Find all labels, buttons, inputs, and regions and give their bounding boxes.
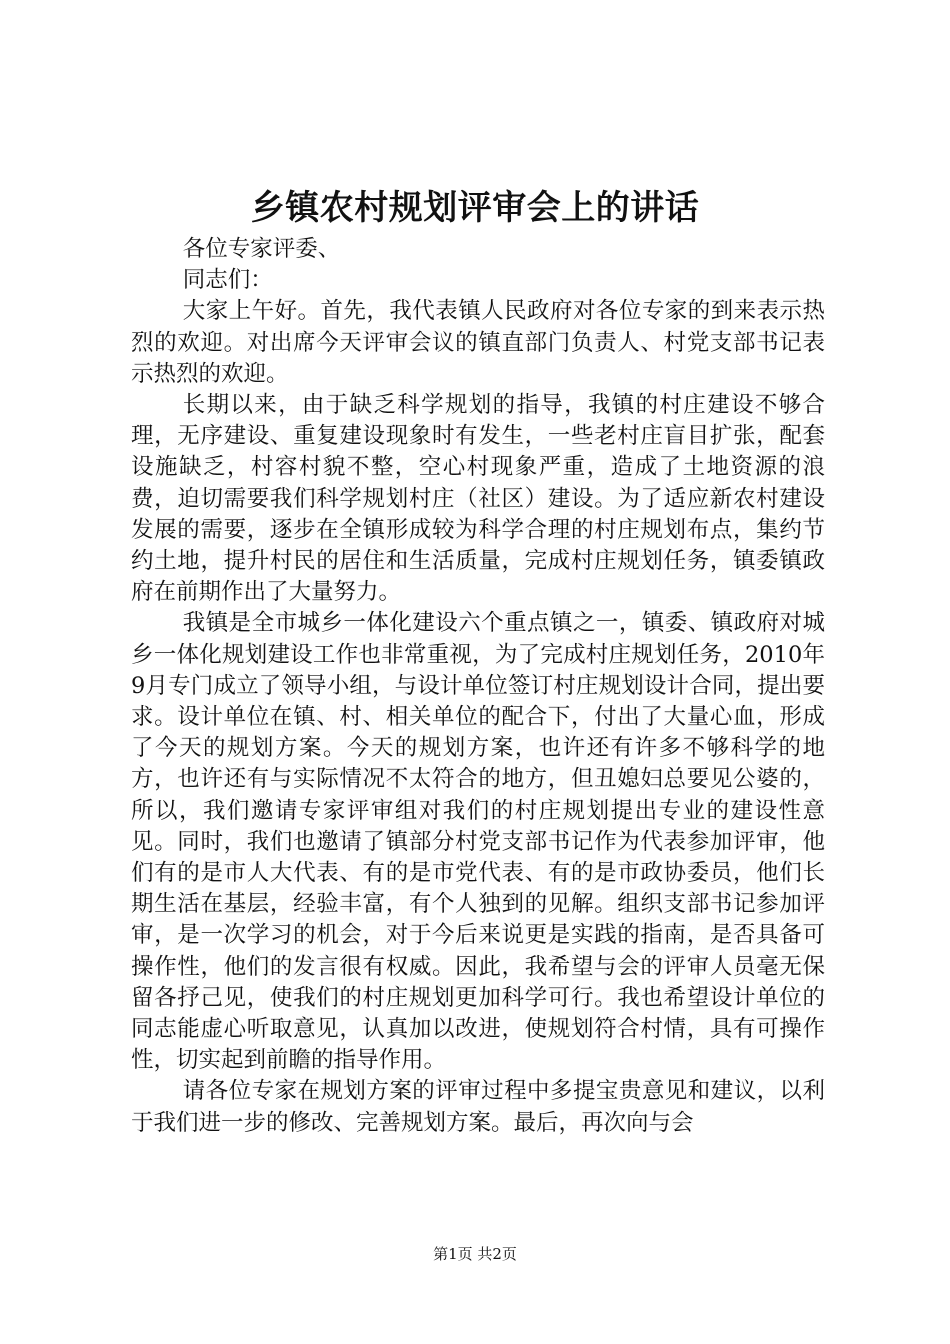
salutation-line-2: 同志们： [182,267,273,294]
body-paragraph: 我镇是全市城乡一体化建设六个重点镇之一，镇委、镇政府对城乡一体化规划建设工作也非常重视，为了完成村庄规划任务，2010年9月专门成立了领导小组，与设计单位签订村庄规划设计合同，提出要求。设计单位在镇、村、相关单位的配合下，付出了大量心血，形成了今天的规划方案。今天的规划方案，也许还有许多不够科学的地方，也许还有与实际情况不太符合的地方，但丑媳妇总要见公婆的，所以，我们邀请专家评审组对我们的村庄规划提出专业的建设性意见。同时，我们也邀请了镇部分村党支部书记作为代表参加评审，他们有的是市人大代表、有的是市党代表、有的是市政协委员，他们长期生活在基层，经验丰富，有个人独到的见解。组织支部书记参加评审，是一次学习的机会，对于今后来说更是实践的指南，是否具备可操作性，他们的发言很有权威。因此，我希望与会的评审人员毫无保留各抒己见，使我们的村庄规划更加科学可行。我也希望设计单位的同志能虚心听取意见，认真加以改进，使规划符合村情，具有可操作性，切实起到前瞻的指导作用。 [131,610,825,1074]
salutation-line-1: 各位专家评委、 [182,236,341,262]
page-number-footer: 第1页 共2页 [433,1245,517,1263]
document-title: 乡镇农村规划评审会上的讲话 [250,188,700,228]
body-paragraph: 大家上午好。首先，我代表镇人民政府对各位专家的到来表示热烈的欢迎。对出席今天评审会议的镇直部门负责人、村党支部书记表示热烈的欢迎。 [131,298,825,387]
body-paragraph: 请各位专家在规划方案的评审过程中多提宝贵意见和建议，以利于我们进一步的修改、完善规划方案。最后，再次向与会 [131,1078,825,1136]
body-paragraph: 长期以来，由于缺乏科学规划的指导，我镇的村庄建设不够合理，无序建设、重复建设现象时有发生，一些老村庄盲目扩张，配套设施缺乏，村容村貌不整，空心村现象严重，造成了土地资源的浪费，迫切需要我们科学规划村庄（社区）建设。为了适应新农村建设发展的需要，逐步在全镇形成较为科学合理的村庄规划布点，集约节约土地，提升村民的居住和生活质量，完成村庄规划任务，镇委镇政府在前期作出了大量努力。 [131,392,825,606]
document-body [131,234,825,1139]
